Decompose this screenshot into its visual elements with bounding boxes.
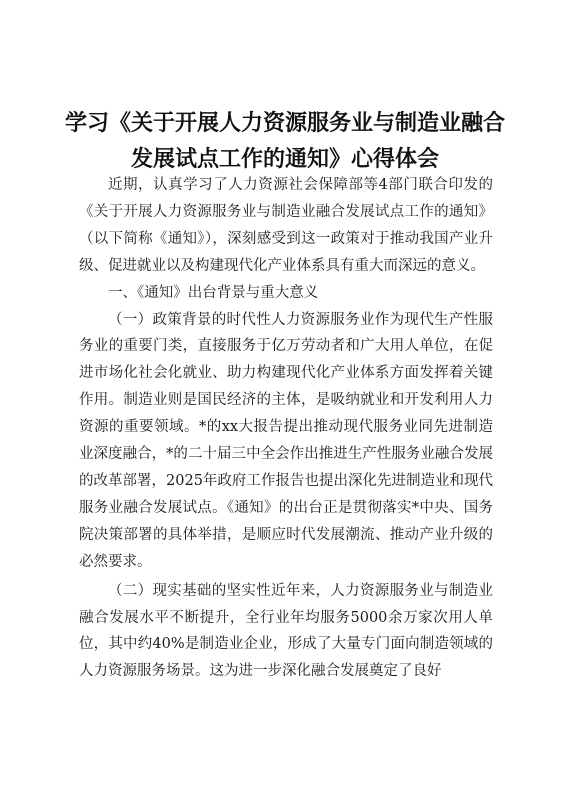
document-title-line-2: 发展试点工作的通知》心得体会 <box>130 147 439 172</box>
document-title-line-1: 学习《关于开展人力资源服务业与制造业融合 <box>64 111 505 136</box>
intro-paragraph: 近期，认真学习了人力资源社会保障部等4部门联合印发的《关于开展人力资源服务业与制造业融合发展试点工作的通知》（以下简称《通知》），深刻感受到这一政策对于推动我国产业升级、促进就业以及构建现代化产业体系具有重大而深远的意义。 <box>79 177 493 274</box>
subsection-paragraph-1: （一）政策背景的时代性人力资源服务业作为现代生产性服务业的重要门类，直接服务于亿万劳动者和广大用人单位，在促进市场化社会化就业、助力构建现代化产业体系方面发挥着关键作用。制造业则是国民经济的主体，是吸纳就业和开发利用人力资源的重要领域。*的xx大报告提出推动现代服务业同先进制造业深度融合，*的二十届三中全会作出推进生产性服务业融合发展的改革部署，2025年政府工作报告也提出深化先进制造业和现代服务业融合发展试点。《通知》的出台正是贯彻落实*中央、国务院决策部署的具体举措，是顺应时代发展潮流、推动产业升级的必然要求。 <box>79 311 493 570</box>
document-body <box>79 172 493 685</box>
subsection-paragraph-2: （二）现实基础的坚实性近年来，人力资源服务业与制造业融合发展水平不断提升，全行业年均服务5000余万家次用人单位，其中约40%是制造业企业，形成了大量专门面向制造领域的人力资源服务场景。这为进一步深化融合发展奠定了良好 <box>79 582 493 680</box>
section-heading: 一、《通知》出台背景与重大意义 <box>108 284 319 301</box>
